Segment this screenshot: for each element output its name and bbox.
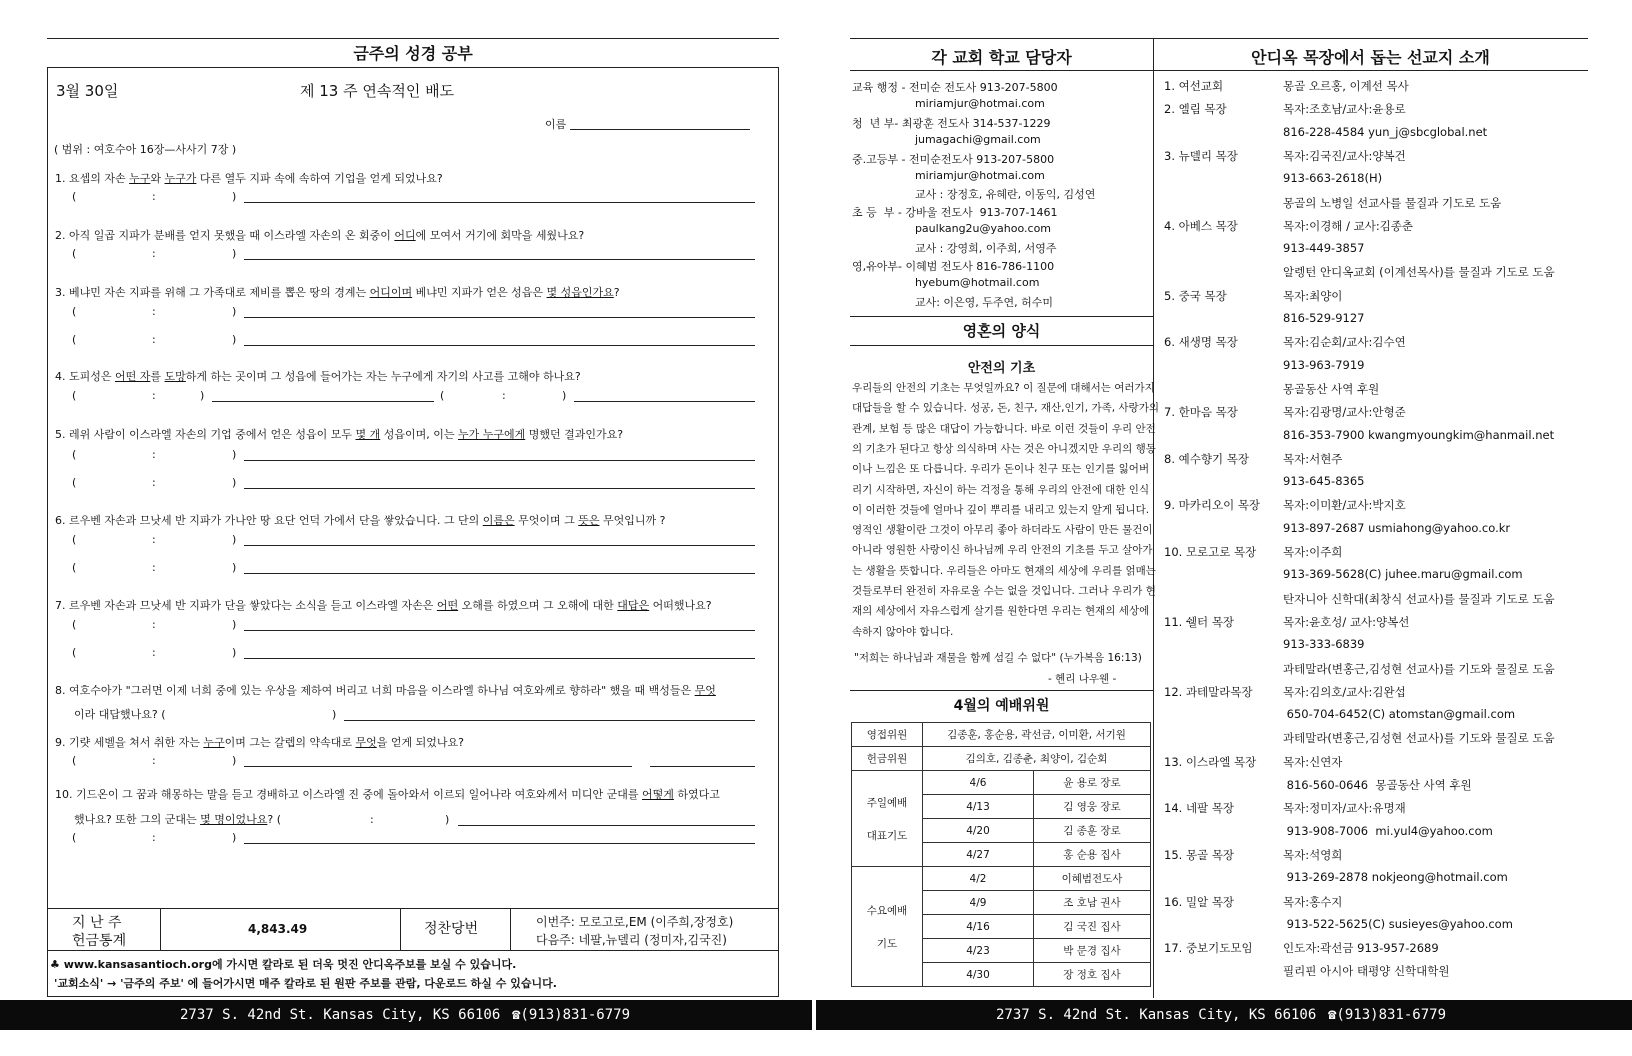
mission-detail: 816-228-4584 yun_j@sbcglobal.net	[1283, 124, 1488, 139]
offering-names: 김의호, 김종춘, 최양이, 김순회	[923, 747, 1151, 771]
mission-name: 8. 예수향기 목장	[1164, 451, 1249, 466]
staff-row: 영,유아부- 이혜범 전도사 816-786-1100	[852, 260, 1055, 273]
answer-colon: :	[152, 646, 156, 659]
question-keyword: 이름은	[482, 514, 515, 527]
answer-close-paren: )	[232, 305, 237, 318]
answer-open-paren: (	[72, 190, 77, 203]
divider	[400, 908, 401, 950]
question-number: 2.	[55, 229, 69, 242]
answer-close-paren: )	[232, 333, 237, 346]
answer-close-paren: )	[445, 813, 450, 826]
answer-open-paren: (	[72, 831, 77, 844]
question-keyword: 어떻게	[642, 788, 674, 801]
worship-table	[851, 722, 1151, 987]
wed-label-line-2: 기도	[876, 937, 898, 950]
answer-open-paren: (	[72, 476, 77, 489]
answer-close-paren: )	[232, 646, 237, 659]
mission-detail: 몽골의 노병일 선교사를 물질과 기도로 도움	[1283, 195, 1502, 210]
question-1	[55, 172, 443, 186]
offering-label: 헌금위원	[852, 747, 923, 771]
answer-open-paren: (	[72, 448, 77, 461]
question-keyword: 누구	[203, 736, 225, 749]
devotion-author: - 헨리 나우웬 -	[1048, 673, 1117, 685]
staff-row: 초 등 부 - 강바울 전도사 913-707-1461	[852, 206, 1058, 220]
table-cell: 4/6	[923, 771, 1034, 795]
devotion-line: 속하지 않아야 합니다.	[852, 625, 954, 638]
column-divider	[1153, 38, 1154, 998]
table-cell: 4/13	[923, 795, 1034, 819]
mission-detail: 목자:김국진/교사:양복건	[1283, 148, 1406, 163]
devotion-line: 이나 느낌은 또 다릅니다. 우리가 돈이나 친구 또는 인기를 잃어버	[852, 463, 1150, 476]
staff-row: jumagachi@gmail.com	[852, 132, 1041, 146]
table-cell: 4/9	[923, 891, 1034, 915]
question-keyword: 무엇	[694, 684, 716, 697]
question-text: 르우벤 자손과 므낫세 반 지파가 단을 쌓았다는 소식을 듣고 이스라엘 자손은	[69, 599, 437, 612]
question-keyword: 어디이며	[369, 286, 413, 299]
footer-phone: ☎(913)831-6779	[1328, 1007, 1447, 1023]
question-text: 를	[150, 370, 165, 383]
table-cell: 홍 순용 집사	[1034, 843, 1151, 867]
question-text: 다른 열두 지파 속에 속하여 기업을 얻게 되었나요?	[196, 172, 443, 185]
mission-detail: 목자:석영희	[1283, 847, 1343, 862]
footer-address: 2737 S. 42nd St. Kansas City, KS 66106	[996, 1007, 1317, 1023]
answer-colon: :	[152, 448, 156, 461]
answer-close-paren: )	[232, 618, 237, 631]
divider	[160, 908, 161, 950]
question-text: 성읍이며, 이는	[380, 428, 458, 441]
question-keyword: 뜻은	[578, 514, 600, 527]
mission-detail: 과테말라(변홍근,김성현 선교사)를 기도와 물질로 도움	[1283, 731, 1555, 746]
devotion-verse: "저희는 하나님과 재물을 함께 섬길 수 없다" (누가복음 16:13)	[854, 652, 1142, 664]
mission-detail: 816-560-0646 몽골동산 사역 후원	[1283, 778, 1472, 792]
question-text: ?	[613, 286, 620, 299]
offering-amount: 4,843.49	[248, 922, 308, 936]
question-text: 베냐민 지파가 얻은 성읍은	[412, 286, 547, 299]
table-cell: 4/23	[923, 939, 1034, 963]
devotion-line: 리기 시작하면, 자신이 하는 걱정을 통해 우리의 안전에 대한 인식	[852, 483, 1150, 496]
answer-close-paren: )	[232, 533, 237, 546]
question-number: 5.	[55, 428, 69, 441]
answer-colon: :	[152, 618, 156, 631]
question-number: 1.	[55, 172, 69, 185]
staff-row: 교사: 이은영, 두주연, 허수미	[852, 295, 1054, 309]
question-9	[55, 736, 464, 750]
mission-detail: 913-963-7919	[1283, 357, 1365, 372]
question-5	[55, 428, 623, 442]
mission-detail: 목자:김순회/교사:김수연	[1283, 335, 1406, 350]
wednesday-prayer-label	[852, 867, 923, 987]
question-number: 8.	[55, 684, 69, 697]
staff-row: miriamjur@hotmai.com	[852, 168, 1045, 182]
stats-label-1: 지 난 주	[72, 915, 122, 931]
question-keyword: 누구	[129, 172, 151, 185]
mission-name: 3. 뉴델리 목장	[1164, 148, 1238, 163]
question-text: 이라 대답했나요? (	[74, 708, 166, 721]
answer-open-paren: (	[72, 561, 77, 574]
staff-row: 중.고등부 - 전미순전도사 913-207-5800	[852, 152, 1055, 166]
question-text: 르우벤 자손과 므낫세 반 지파가 가나안 땅 요단 언덕 가에서 단을 쌓았습니다. 그 단의	[69, 514, 483, 527]
question-keyword: 몇 성읍인가요	[546, 286, 614, 299]
devotion-line: 는 생활을 뜻합니다. 우리들은 아마도 현재의 세상에 우리를 얽매는	[852, 564, 1156, 577]
devotion-line: 이 이러한 것들에 얼마나 깊이 뿌리를 내리고 있는지 알게 됩니다.	[852, 503, 1150, 516]
question-10	[55, 788, 720, 802]
mission-name: 2. 엘림 목장	[1164, 102, 1227, 117]
this-week-duty: 이번주: 모로고로,EM (이주희,장정호)	[536, 915, 734, 929]
sunday-prayer-label	[852, 771, 923, 867]
answer-line[interactable]	[244, 317, 755, 318]
footer-address: 2737 S. 42nd St. Kansas City, KS 66106	[180, 1007, 501, 1023]
staff-row: 교사 : 장정호, 유혜란, 이동익, 김성연	[852, 188, 1096, 202]
mission-name: 15. 몽골 목장	[1164, 847, 1235, 862]
answer-line[interactable]	[650, 766, 755, 767]
answer-open-paren: (	[440, 389, 445, 402]
answer-colon: :	[152, 476, 156, 489]
question-keyword: 몇 명이었나요	[200, 813, 268, 826]
answer-open-paren: (	[72, 305, 77, 318]
mission-name: 11. 쉘터 목장	[1164, 614, 1235, 629]
question-keyword: 도망	[164, 370, 186, 383]
mission-detail: 과테말라(변홍근,김성현 선교사)를 기도와 물질로 도움	[1283, 661, 1555, 676]
staff-row: hyebum@hotmail.com	[852, 275, 1040, 289]
question-keyword: 누구가	[164, 172, 197, 185]
question-text: ? (	[267, 813, 281, 826]
devotion-line: 아니라 영원한 사랑이신 하나님께 우리 안전의 기초를 두고 살아가	[852, 544, 1153, 557]
study-box	[47, 67, 779, 997]
answer-close-paren: )	[200, 389, 205, 402]
answer-open-paren: (	[72, 754, 77, 767]
question-text: 이며 그는 갈렙의 약속대로	[224, 736, 356, 749]
mission-name: 4. 아베스 목장	[1164, 218, 1238, 233]
mission-name: 5. 중국 목장	[1164, 288, 1227, 303]
answer-line[interactable]	[244, 843, 755, 844]
answer-close-paren: )	[232, 831, 237, 844]
devotion-line: 우리들의 안전의 기초는 무엇일까요? 이 질문에 대해서는 여러가지	[852, 382, 1155, 394]
answer-close-paren: )	[232, 754, 237, 767]
staff-row: 교육 행정 - 전미순 전도사 913-207-5800	[852, 81, 1058, 94]
next-week-duty: 다음주: 네팔,뉴델리 (정미자,김국진)	[536, 933, 727, 947]
question-text: 도피성은	[69, 370, 116, 383]
mission-detail: 탄자니아 신학대(최창식 선교사)를 물질과 기도로 도움	[1283, 591, 1555, 606]
right-top-rule	[850, 38, 1588, 39]
question-10-continuation	[74, 813, 281, 827]
answer-colon: :	[152, 333, 156, 346]
mission-detail: 913-663-2618(H)	[1283, 171, 1383, 186]
stats-rule	[47, 908, 779, 909]
divider	[47, 950, 779, 951]
question-keyword: 무엇	[355, 736, 377, 749]
table-cell: 김 종훈 장로	[1034, 819, 1151, 843]
answer-colon: :	[152, 247, 156, 260]
answer-line[interactable]	[244, 766, 632, 767]
answer-colon: :	[152, 389, 156, 402]
mission-detail: 816-353-7900 kwangmyoungkim@hanmail.net	[1283, 427, 1555, 442]
table-cell: 조 호남 권사	[1034, 891, 1151, 915]
sunday-label-line-1: 주일예배	[866, 796, 908, 809]
table-cell: 4/30	[923, 963, 1034, 987]
praise-label: 정찬당번	[424, 921, 479, 937]
answer-open-paren: (	[72, 533, 77, 546]
question-number: 3.	[55, 286, 69, 299]
mission-detail: 913-522-5625(C) susieyes@yahoo.com	[1283, 916, 1513, 931]
mission-name: 9. 마카리오이 목장	[1164, 498, 1261, 513]
question-keyword: 어떤 자	[115, 370, 151, 383]
answer-close-paren: )	[232, 190, 237, 203]
divider	[850, 316, 1153, 317]
answer-line[interactable]	[244, 202, 755, 203]
answer-line[interactable]	[212, 401, 434, 402]
answer-open-paren: (	[72, 618, 77, 631]
question-number: 10.	[55, 788, 76, 801]
question-text: 하게 하는 곳이며 그 성읍에 들어가는 자는 누구에게 자기의 사고를 고해야 하나요?	[185, 370, 581, 383]
answer-colon: :	[152, 533, 156, 546]
name-field[interactable]	[570, 129, 750, 130]
question-text: 어떠했나요?	[649, 599, 712, 612]
question-text: 레위 사람이 이스라엘 자손의 기업 중에서 얻은 성읍이 모두	[69, 428, 356, 441]
answer-close-paren: )	[232, 561, 237, 574]
answer-colon: :	[370, 813, 374, 826]
question-2	[55, 229, 584, 243]
question-7	[55, 599, 712, 613]
answer-line[interactable]	[244, 345, 755, 346]
soul-header: 영혼의 양식	[962, 322, 1041, 340]
question-8	[55, 684, 716, 698]
mission-detail: 816-529-9127	[1283, 311, 1365, 325]
lesson-date: 3월 30일	[56, 82, 119, 100]
answer-open-paren: (	[72, 389, 77, 402]
answer-line[interactable]	[574, 401, 755, 402]
mission-detail: 목자:이주희	[1283, 545, 1343, 559]
devotion-line: 것들로부터 완전히 자유로울 수는 없을 것입니다. 그러나 우리가 현	[852, 585, 1156, 597]
mission-detail: 913-908-7006 mi.yul4@yahoo.com	[1283, 823, 1493, 838]
mission-detail: 목자:최양이	[1283, 288, 1343, 303]
question-8-continuation	[74, 708, 166, 722]
right-header-rule	[850, 70, 1588, 71]
table-cell: 4/20	[923, 819, 1034, 843]
mission-detail: 필리핀 아시아 태평양 신학대학원	[1283, 964, 1450, 979]
question-text: 아직 일곱 지파가 분배를 얻지 못했을 때 이스라엘 자손의 온 회중이	[69, 229, 395, 242]
answer-line[interactable]	[458, 825, 755, 826]
question-keyword: 어떤	[436, 599, 459, 612]
mission-detail: 목자:서현주	[1283, 451, 1343, 466]
question-keyword: 누가 누구에게	[458, 428, 526, 441]
question-number: 7.	[55, 599, 69, 612]
mission-detail: 목자:정미자/교사:유명재	[1283, 801, 1406, 816]
question-number: 6.	[55, 514, 69, 527]
table-cell: 김 국진 집사	[1034, 915, 1151, 939]
mission-name: 14. 네팔 목장	[1164, 801, 1235, 816]
divider	[850, 690, 1153, 691]
answer-line[interactable]	[244, 573, 755, 574]
devotion-line: 의 기초가 된다고 항상 의식하며 사는 것은 아니겠지만 우리의 행동	[852, 442, 1156, 455]
answer-colon: :	[152, 754, 156, 767]
divider	[850, 345, 1153, 346]
question-text: 했나요? 또한 그의 군대는	[74, 813, 201, 826]
mission-name: 12. 과테말라목장	[1164, 684, 1253, 699]
mission-detail: 목자:이경해 / 교사:김종춘	[1283, 218, 1414, 233]
question-text: 무엇입니까 ?	[599, 514, 666, 527]
mission-detail: 913-369-5628(C) juhee.maru@gmail.com	[1283, 567, 1523, 582]
mission-detail: 650-704-6452(C) atomstan@gmail.com	[1283, 707, 1516, 722]
table-cell: 4/16	[923, 915, 1034, 939]
table-cell: 4/2	[923, 867, 1034, 891]
answer-open-paren: (	[72, 333, 77, 346]
scripture-range: ( 범위 : 여호수아 16장—사사기 7장 )	[54, 143, 237, 156]
mission-name: 7. 한마음 목장	[1164, 405, 1238, 420]
mission-detail: 목자:홍수지	[1283, 894, 1343, 909]
devotion-line: 대답들을 할 수 있습니다. 성공, 돈, 친구, 재산,인기, 가족, 사랑가의	[852, 402, 1159, 415]
answer-open-paren: (	[72, 247, 77, 260]
footer-right	[816, 1000, 1632, 1030]
devotion-line: 영적인 생활이란 그것이 아무리 좋아 하더라도 사람이 만든 물건이	[852, 524, 1153, 537]
answer-colon: :	[152, 305, 156, 318]
mission-name: 13. 이스라엘 목장	[1164, 754, 1257, 769]
question-text: 기럇 세벨을 쳐서 취한 자는	[69, 736, 204, 749]
question-keyword: 대답은	[617, 599, 650, 612]
lesson-title: 제 13 주 연속적인 배도	[300, 82, 455, 100]
devotion-line: 관계, 보험 등 많은 대답이 가능합니다. 바로 이런 것들이 우리 안전	[852, 422, 1156, 435]
question-text: 을 얻게 되었나요?	[376, 736, 464, 749]
question-4	[55, 370, 581, 384]
answer-line[interactable]	[244, 545, 755, 546]
question-text: 오해를 하였으며 그 오해에 대한	[458, 599, 618, 612]
answer-line[interactable]	[244, 460, 755, 461]
footer-phone: ☎(913)831-6779	[512, 1007, 631, 1023]
mission-detail: 913-333-6839	[1283, 637, 1365, 652]
top-rule	[47, 38, 779, 39]
usher-names: 김종훈, 홍순용, 곽선금, 이미환, 서기원	[923, 723, 1151, 747]
table-cell: 장 정호 집사	[1034, 963, 1151, 987]
table-cell: 4/27	[923, 843, 1034, 867]
answer-line[interactable]	[244, 658, 755, 659]
website-notice: ♣ www.kansasantioch.org에 가시면 칼라로 된 더욱 멋진 안디옥주보를 보실 수 있습니다.	[50, 958, 517, 971]
devotion-line: 재의 세상에서 자유스럽게 살기를 원한다면 우리는 현재의 세상에	[852, 605, 1150, 618]
name-label: 이름	[545, 118, 567, 131]
stats-label-2: 헌금통계	[72, 933, 127, 949]
question-text: 명했던 결과인가요?	[525, 428, 624, 441]
answer-colon: :	[502, 389, 506, 402]
question-number: 9.	[55, 736, 69, 749]
question-keyword: 몇 개	[355, 428, 381, 441]
answer-line[interactable]	[244, 259, 755, 260]
download-notice: '교회소식' → '금주의 주보' 에 들어가시면 매주 칼라로 된 원판 주보를 관람, 다운로드 하실 수 있습니다.	[54, 977, 557, 990]
answer-close-paren: )	[562, 389, 567, 402]
question-text: 요셉의 자손	[69, 172, 130, 185]
answer-line[interactable]	[244, 488, 755, 489]
mission-detail: 913-449-3857	[1283, 241, 1365, 256]
answer-close-paren: )	[232, 448, 237, 461]
question-3	[55, 286, 620, 300]
question-text: 와	[150, 172, 165, 185]
question-text: 여호수아가 "그러면 이제 너희 중에 있는 우상을 제하여 버리고 너희 마음을 이스라엘 하나님 여호와께로 향하라" 했을 때 백성들은	[69, 684, 695, 697]
footer-left	[0, 1000, 812, 1030]
question-keyword: 어디	[394, 229, 416, 242]
bible-study-header: 금주의 성경 공부	[353, 44, 473, 63]
answer-close-paren: )	[232, 247, 237, 260]
question-text: 무엇이며 그	[514, 514, 579, 527]
answer-colon: :	[152, 561, 156, 574]
wed-label-line-1: 수요예배	[866, 904, 908, 917]
divider	[510, 908, 511, 950]
mission-detail: 목자:윤호성/ 교사:양복선	[1283, 614, 1410, 629]
staff-row: 청 년 부- 최광훈 전도사 314-537-1229	[852, 116, 1051, 130]
answer-close-paren: )	[232, 476, 237, 489]
mission-name: 6. 새생명 목장	[1164, 335, 1238, 350]
question-text: 베냐민 자손 지파를 위해 그 가족대로 제비를 뽑은 땅의 경계는	[69, 286, 370, 299]
usher-label: 영접위원	[852, 723, 923, 747]
table-cell: 김 영웅 장로	[1034, 795, 1151, 819]
answer-close-paren: )	[332, 708, 337, 721]
mission-detail: 목자:김광명/교사:안형준	[1283, 405, 1406, 420]
answer-line[interactable]	[244, 630, 755, 631]
answer-colon: :	[152, 831, 156, 844]
mission-name: 1. 여선교회	[1164, 79, 1224, 93]
question-6	[55, 514, 665, 528]
mission-detail: 913-645-8365	[1283, 474, 1365, 489]
answer-open-paren: (	[72, 646, 77, 659]
mission-detail: 알렝턴 안디옥교회 (이계선목사)를 물질과 기도로 도움	[1283, 265, 1555, 280]
staff-row: 교사 : 강영희, 이주희, 서영주	[852, 242, 1057, 256]
question-number: 4.	[55, 370, 69, 383]
mission-detail: 인도자:곽선금 913-957-2689	[1283, 941, 1439, 956]
answer-line[interactable]	[344, 720, 755, 721]
devotion-title: 안전의 기초	[967, 361, 1036, 376]
sunday-label-line-2: 대표기도	[866, 829, 908, 842]
mission-detail: 목자:조호남/교사:윤용로	[1283, 102, 1406, 117]
answer-colon: :	[152, 190, 156, 203]
mission-detail: 목자:김의호/교사:김완섭	[1283, 684, 1406, 699]
mission-detail: 몽골동산 사역 후원	[1283, 381, 1380, 396]
worship-header: 4월의 예배위원	[953, 698, 1050, 714]
table-cell: 윤 용로 장로	[1034, 771, 1151, 795]
missions-header: 안디옥 목장에서 돕는 선교지 소개	[1251, 48, 1490, 67]
mission-detail: 913-269-2878 nokjeong@hotmail.com	[1283, 870, 1508, 885]
mission-detail: 913-897-2687 usmiahong@yahoo.co.kr	[1283, 520, 1511, 535]
mission-detail: 목자:이미환/교사:박지호	[1283, 498, 1406, 513]
mission-name: 16. 밀알 목장	[1164, 894, 1235, 909]
question-text: 하였다고	[673, 788, 720, 801]
mission-name: 17. 중보기도모임	[1164, 941, 1253, 956]
mission-name: 10. 모로고로 목장	[1164, 545, 1257, 559]
staff-row: paulkang2u@yahoo.com	[852, 222, 1052, 236]
question-text: 에 모여서 거기에 회막을 세웠나요?	[415, 229, 585, 242]
table-cell: 이혜범전도사	[1034, 867, 1151, 891]
staff-row: miriamjur@hotmai.com	[852, 96, 1045, 110]
table-cell: 박 문경 집사	[1034, 939, 1151, 963]
mission-detail: 몽골 오르홍, 이계선 목사	[1283, 79, 1409, 93]
staff-header: 각 교회 학교 담당자	[931, 48, 1072, 67]
mission-detail: 목자:신연자	[1283, 754, 1343, 769]
question-text: 기드온이 그 꿈과 해몽하는 말을 듣고 경배하고 이스라엘 진 중에 돌아와서 이르되 일어나라 여호와께서 미디안 군대를	[76, 788, 642, 801]
